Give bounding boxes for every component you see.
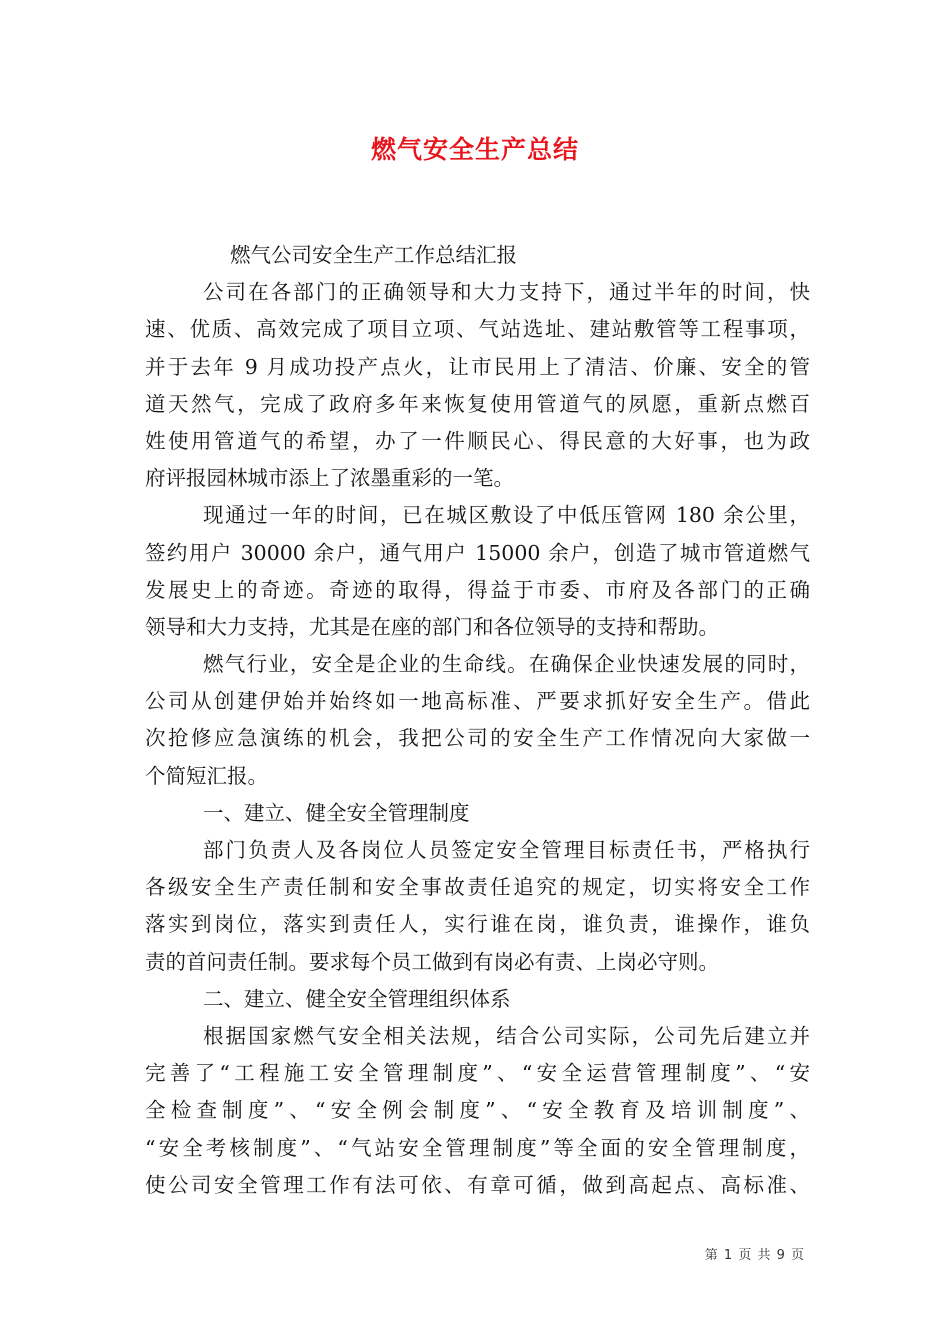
paragraph-line: 现通过一年的时间，已在城区敷设了中低压管网 180 余公里， bbox=[203, 503, 810, 528]
page-number: 第 1 页 共 9 页 bbox=[704, 1248, 805, 1263]
paragraph-line: 各级安全生产责任制和安全事故责任追究的规定，切实将安全工作 bbox=[145, 875, 810, 900]
section-heading-2: 二、建立、健全安全管理组织体系 bbox=[203, 986, 511, 1011]
paragraph-line: 个简短汇报。 bbox=[145, 763, 268, 788]
paragraph-line: 并于去年 9 月成功投产点火，让市民用上了清洁、价廉、安全的管 bbox=[145, 354, 810, 379]
paragraph-line: 责的首问责任制。要求每个员工做到有岗必有责、上岗必守则。 bbox=[145, 949, 719, 974]
subtitle-line: 燃气公司安全生产工作总结汇报 bbox=[230, 243, 517, 267]
paragraph-line: 公司从创建伊始并始终如一地高标准、严要求抓好安全生产。借此 bbox=[145, 689, 810, 714]
document-title: 燃气安全生产总结 bbox=[370, 135, 579, 164]
paragraph-line: 发展史上的奇迹。奇迹的取得，得益于市委、市府及各部门的正确 bbox=[145, 577, 810, 602]
paragraph-line: 府评报园林城市添上了浓墨重彩的一笔。 bbox=[145, 466, 514, 491]
paragraph-line: “安全考核制度”、“气站安全管理制度”等全面的安全管理制度， bbox=[145, 1135, 810, 1160]
section-heading-1: 一、建立、健全安全管理制度 bbox=[203, 800, 470, 825]
paragraph-line: 领导和大力支持，尤其是在座的部门和各位领导的支持和帮助。 bbox=[145, 614, 719, 639]
paragraph-line: 次抢修应急演练的机会，我把公司的安全生产工作情况向大家做一 bbox=[145, 726, 810, 751]
paragraph-line: 道天然气，完成了政府多年来恢复使用管道气的夙愿，重新点燃百 bbox=[145, 391, 810, 416]
paragraph-line: 燃气行业，安全是企业的生命线。在确保企业快速发展的同时， bbox=[203, 652, 810, 677]
paragraph-line: 部门负责人及各岗位人员签定安全管理目标责任书，严格执行 bbox=[203, 838, 810, 862]
paragraph-line: 根据国家燃气安全相关法规，结合公司实际，公司先后建立并 bbox=[203, 1023, 810, 1048]
document-body bbox=[145, 237, 810, 1204]
paragraph-line: 落实到岗位，落实到责任人，实行谁在岗，谁负责，谁操作，谁负 bbox=[145, 912, 810, 937]
paragraph-line: 公司在各部门的正确领导和大力支持下，通过半年的时间，快 bbox=[203, 280, 810, 305]
paragraph-line: 速、优质、高效完成了项目立项、气站选址、建站敷管等工程事项， bbox=[145, 317, 810, 342]
paragraph-line: 姓使用管道气的希望，办了一件顺民心、得民意的大好事，也为政 bbox=[145, 428, 810, 453]
paragraph-line: 使公司安全管理工作有法可依、有章可循，做到高起点、高标准、 bbox=[145, 1172, 810, 1197]
paragraph-line: 完善了“工程施工安全管理制度”、“安全运营管理制度”、“安 bbox=[145, 1061, 810, 1086]
paragraph-line: 全检查制度”、“安全例会制度”、“安全教育及培训制度”、 bbox=[145, 1098, 810, 1123]
paragraph-line: 签约用户 30000 余户，通气用户 15000 余户，创造了城市管道燃气 bbox=[145, 540, 810, 565]
